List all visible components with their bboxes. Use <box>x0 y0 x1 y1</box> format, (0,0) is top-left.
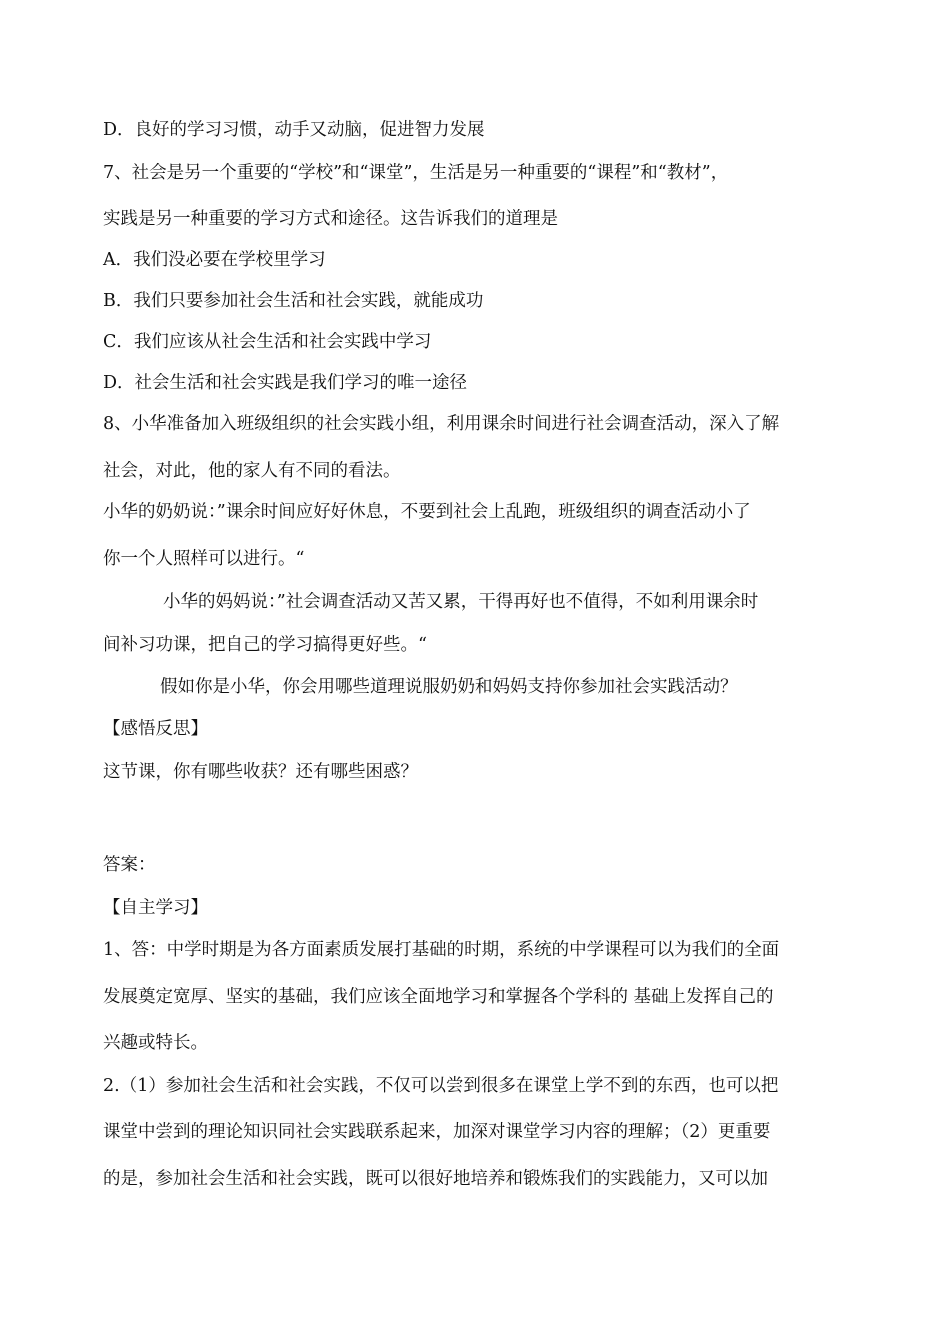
question-8-line-2: 社会，对此，他的家人有不同的看法。 <box>103 461 401 481</box>
reflection-heading: 【感悟反思】 <box>103 719 208 739</box>
option-7b: B．我们只要参加社会生活和社会实践，就能成功 <box>103 291 484 311</box>
answer-2-line-1: 2.（1）参加社会生活和社会实践，不仅可以尝到很多在课堂上学不到的东西，也可以把 <box>103 1076 779 1096</box>
grandma-quote-line-2: 你一个人照样可以进行。“ <box>103 549 305 569</box>
option-7a: A．我们没必要在学校里学习 <box>103 250 326 270</box>
question-7-line-2: 实践是另一种重要的学习方式和途径。这告诉我们的道理是 <box>103 209 558 229</box>
answer-2-line-3: 的是，参加社会生活和社会实践，既可以很好地培养和锻炼我们的实践能力，又可以加 <box>103 1169 768 1189</box>
answer-1-line-1: 1、答：中学时期是为各方面素质发展打基础的时期，系统的中学课程可以为我们的全面 <box>103 940 780 960</box>
question-7-line-1: 7、社会是另一个重要的“学校”和“课堂”，生活是另一种重要的“课程”和“教材”， <box>103 163 729 183</box>
reflection-prompt: 这节课，你有哪些收获？还有哪些困惑？ <box>103 762 418 782</box>
question-8-line-1: 8、小华准备加入班级组织的社会实践小组，利用课余时间进行社会调查活动，深入了解 <box>103 414 780 434</box>
option-7d: D．社会生活和社会实践是我们学习的唯一途径 <box>103 373 468 393</box>
option-7d-prev: D．良好的学习习惯，动手又动脑，促进智力发展 <box>103 120 485 140</box>
answer-2-line-2: 课堂中尝到的理论知识同社会实践联系起来，加深对课堂学习内容的理解；（2）更重要 <box>103 1122 771 1142</box>
answer-1-line-2: 发展奠定宽厚、坚实的基础，我们应该全面地学习和掌握各个学科的 基础上发挥自己的 <box>103 987 774 1007</box>
mother-quote-line-2: 间补习功课，把自己的学习搞得更好些。“ <box>103 635 427 655</box>
option-7c: C．我们应该从社会生活和社会实践中学习 <box>103 332 432 352</box>
self-study-heading: 【自主学习】 <box>103 898 208 918</box>
answers-heading: 答案： <box>103 855 156 875</box>
answer-1-line-3: 兴趣或特长。 <box>103 1033 208 1053</box>
grandma-quote-line-1: 小华的奶奶说：”课余时间应好好休息，不要到社会上乱跑，班级组织的调查活动小了 <box>103 502 751 522</box>
question-8-prompt: 假如你是小华，你会用哪些道理说服奶奶和妈妈支持你参加社会实践活动？ <box>160 677 738 697</box>
mother-quote-line-1: 小华的妈妈说：”社会调查活动又苦又累，干得再好也不值得，不如利用课余时 <box>163 592 759 612</box>
